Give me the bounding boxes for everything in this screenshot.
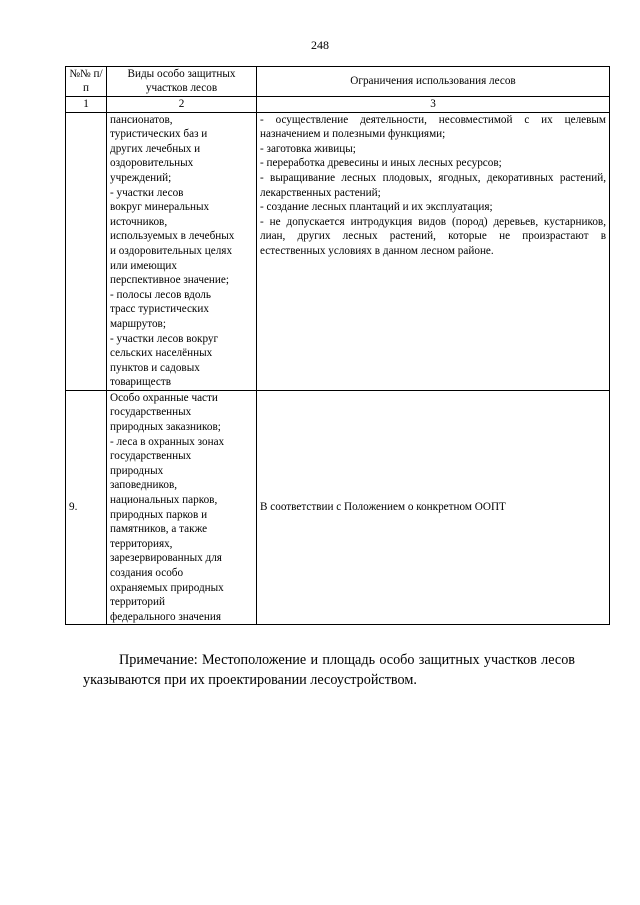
kind-line: заповедников, (110, 479, 178, 492)
kind-line: пансионатов, (110, 113, 173, 126)
kind-line: территорий (110, 596, 165, 609)
kind-line: вокруг минеральных (110, 201, 210, 214)
forest-restrictions-table (65, 66, 610, 625)
restriction-item: - осуществление деятельности, несовместимой с их целевым назначением и полезными функциями; (260, 113, 606, 141)
kind-line: - полосы лесов вдоль (110, 288, 211, 301)
row-number: 9. (66, 390, 107, 625)
restriction-item: - создание лесных плантаций и их эксплуатация; (260, 201, 493, 214)
kind-line: территориях, (110, 537, 173, 550)
kind-line: или имеющих (110, 259, 177, 272)
kind-line: - участки лесов вокруг (110, 332, 219, 345)
kind-line: создания особо (110, 567, 184, 579)
kind-line: природных парков и (110, 508, 208, 521)
table-row (66, 390, 610, 625)
kind-line: охраняемых природных (110, 581, 224, 594)
kind-line: природных (110, 464, 164, 477)
kind-line: товариществ (110, 376, 172, 389)
kind-line: Особо охранные части (110, 391, 218, 404)
column-number-row (66, 97, 610, 113)
kind-line: национальных парков, (110, 494, 218, 507)
note-text: Примечание: Местоположение и площадь особо защитных участков лесов указываются при их проектировании лесоустройством. (83, 652, 575, 688)
restriction-item: - не допускается интродукция видов (пород) деревьев, кустарников, лиан, других лесных растений, которые не произрастают в естественных условиях в данном лесном районе. (260, 215, 606, 257)
restriction-item: - заготовка живицы; (260, 142, 356, 155)
column-number-1: 1 (66, 97, 107, 113)
kind-line: источников, (110, 215, 168, 228)
restriction-item: - переработка древесины и иных лесных ресурсов; (260, 157, 502, 170)
header-restrictions: Ограничения использования лесов (257, 67, 610, 97)
kind-line: учреждений; (110, 171, 172, 184)
kind-line: государственных (110, 406, 192, 419)
kind-line: перспективное значение; (110, 274, 229, 287)
kind-line: других лечебных и (110, 142, 201, 155)
kind-line: трасс туристических (110, 303, 209, 316)
kind-line: природных заказников; (110, 421, 221, 434)
kind-line: маршрутов; (110, 317, 166, 330)
table-header-row (66, 67, 610, 97)
kind-line: используемых в лечебных (110, 230, 235, 243)
column-number-2: 2 (107, 97, 257, 113)
column-number-3: 3 (257, 97, 610, 113)
usage-restrictions: В соответствии с Положением о конкретном ООПТ (257, 390, 610, 625)
page-number: 248 (311, 38, 329, 52)
header-kind: Виды особо защитных участков лесов (107, 67, 257, 97)
restriction-item: - выращивание лесных плодовых, ягодных, декоративных растений, лекарственных растений; (260, 171, 606, 199)
row-number (66, 112, 107, 390)
kind-line: и оздоровительных целях (110, 244, 233, 257)
protected-area-kind (107, 390, 257, 625)
footnote (83, 650, 575, 690)
kind-line: пунктов и садовых (110, 361, 200, 374)
header-num: №№ п/п (66, 67, 107, 97)
table-row (66, 112, 610, 390)
kind-line: - леса в охранных зонах (110, 435, 225, 448)
kind-line: зарезервированных для (110, 552, 222, 565)
kind-line: памятников, а также (110, 523, 208, 536)
usage-restrictions (257, 112, 610, 390)
kind-line: - участки лесов (110, 186, 184, 199)
kind-line: государственных (110, 450, 192, 463)
protected-area-kind (107, 112, 257, 390)
kind-line: федерального значения (110, 610, 221, 623)
kind-line: туристических баз и (110, 128, 208, 141)
kind-line: сельских населённых (110, 347, 213, 360)
kind-line: оздоровительных (110, 157, 194, 170)
